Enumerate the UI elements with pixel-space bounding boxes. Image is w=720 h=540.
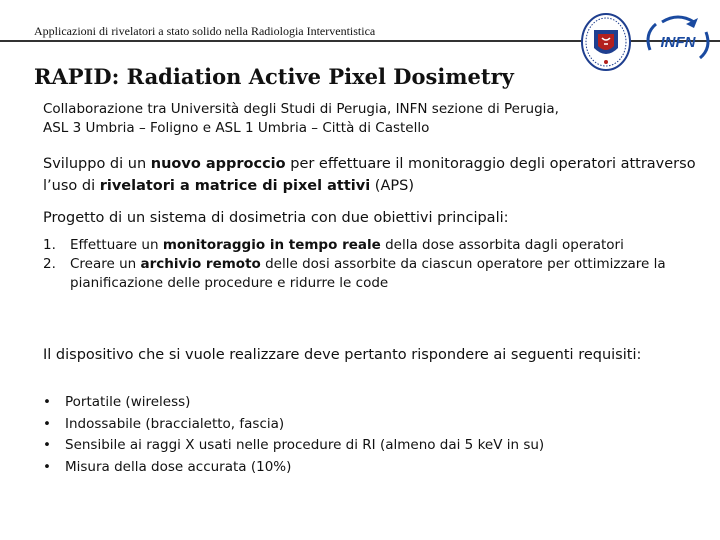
requirement-text: Misura della dose accurata (10%) [65, 458, 292, 475]
list-number: 2. [43, 256, 56, 272]
objective-text: Effettuare un [70, 237, 163, 253]
objective-text: delle dosi assorbite da ciascun operatore per ottimizzare la pianificazione delle procedure e ridurre le code [70, 256, 666, 291]
requirements-intro: Il dispositivo che si vuole realizzare deve pertanto rispondere ai seguenti requisiti: [43, 347, 642, 363]
header-title: Applicazioni di rivelatori a stato solido nella Radiologia Interventistica [34, 24, 376, 38]
objective-text: Creare un [70, 256, 141, 272]
list-item [43, 255, 693, 293]
collaboration-text [43, 100, 683, 138]
requirement-text: Portatile (wireless) [65, 394, 191, 410]
intro-bold-2: rivelatori a matrice di pixel attivi [99, 178, 371, 194]
objectives-list [43, 236, 693, 293]
requirements-list [43, 392, 544, 478]
collaboration-line-1: Collaborazione tra Università degli Studi di Perugia, INFN sezione di Perugia, [43, 101, 559, 117]
requirement-text: Sensibile ai raggi X usati nelle procedure di RI (almeno dai 5 keV in su) [65, 437, 545, 453]
university-seal-icon [580, 12, 632, 72]
bullet-icon: • [43, 394, 51, 410]
list-item [43, 236, 693, 255]
bullet-icon: • [43, 415, 51, 432]
intro-text-1: Sviluppo di un [43, 156, 151, 172]
collaboration-line-2: ASL 3 Umbria – Foligno e ASL 1 Umbria – Città di Castello [43, 120, 430, 136]
intro-paragraph [43, 153, 703, 197]
infn-logo-icon [640, 14, 716, 66]
requirement-text: Indossabile (braccialetto, fascia) [65, 415, 285, 432]
slide-title: RAPID: Radiation Active Pixel Dosimetry [34, 64, 514, 89]
list-item [43, 435, 544, 457]
bullet-icon: • [43, 437, 51, 453]
project-heading: Progetto di un sistema di dosimetria con due obiettivi principali: [43, 210, 509, 226]
bullet-icon: • [43, 458, 51, 475]
intro-text-2: per effettuare il monitoraggio degli operatori attraverso l’uso di [43, 156, 696, 194]
list-item [43, 457, 544, 479]
list-item [43, 414, 544, 436]
list-item [43, 392, 544, 414]
intro-bold-1: nuovo approccio [150, 156, 286, 172]
objective-text: della dose assorbita dagli operatori [380, 237, 624, 253]
objective-bold: monitoraggio in tempo reale [162, 237, 381, 253]
infn-logo-text: INFN [660, 34, 696, 51]
intro-text-3: (APS) [370, 178, 414, 194]
list-number: 1. [43, 237, 56, 253]
objective-bold: archivio remoto [140, 256, 261, 272]
